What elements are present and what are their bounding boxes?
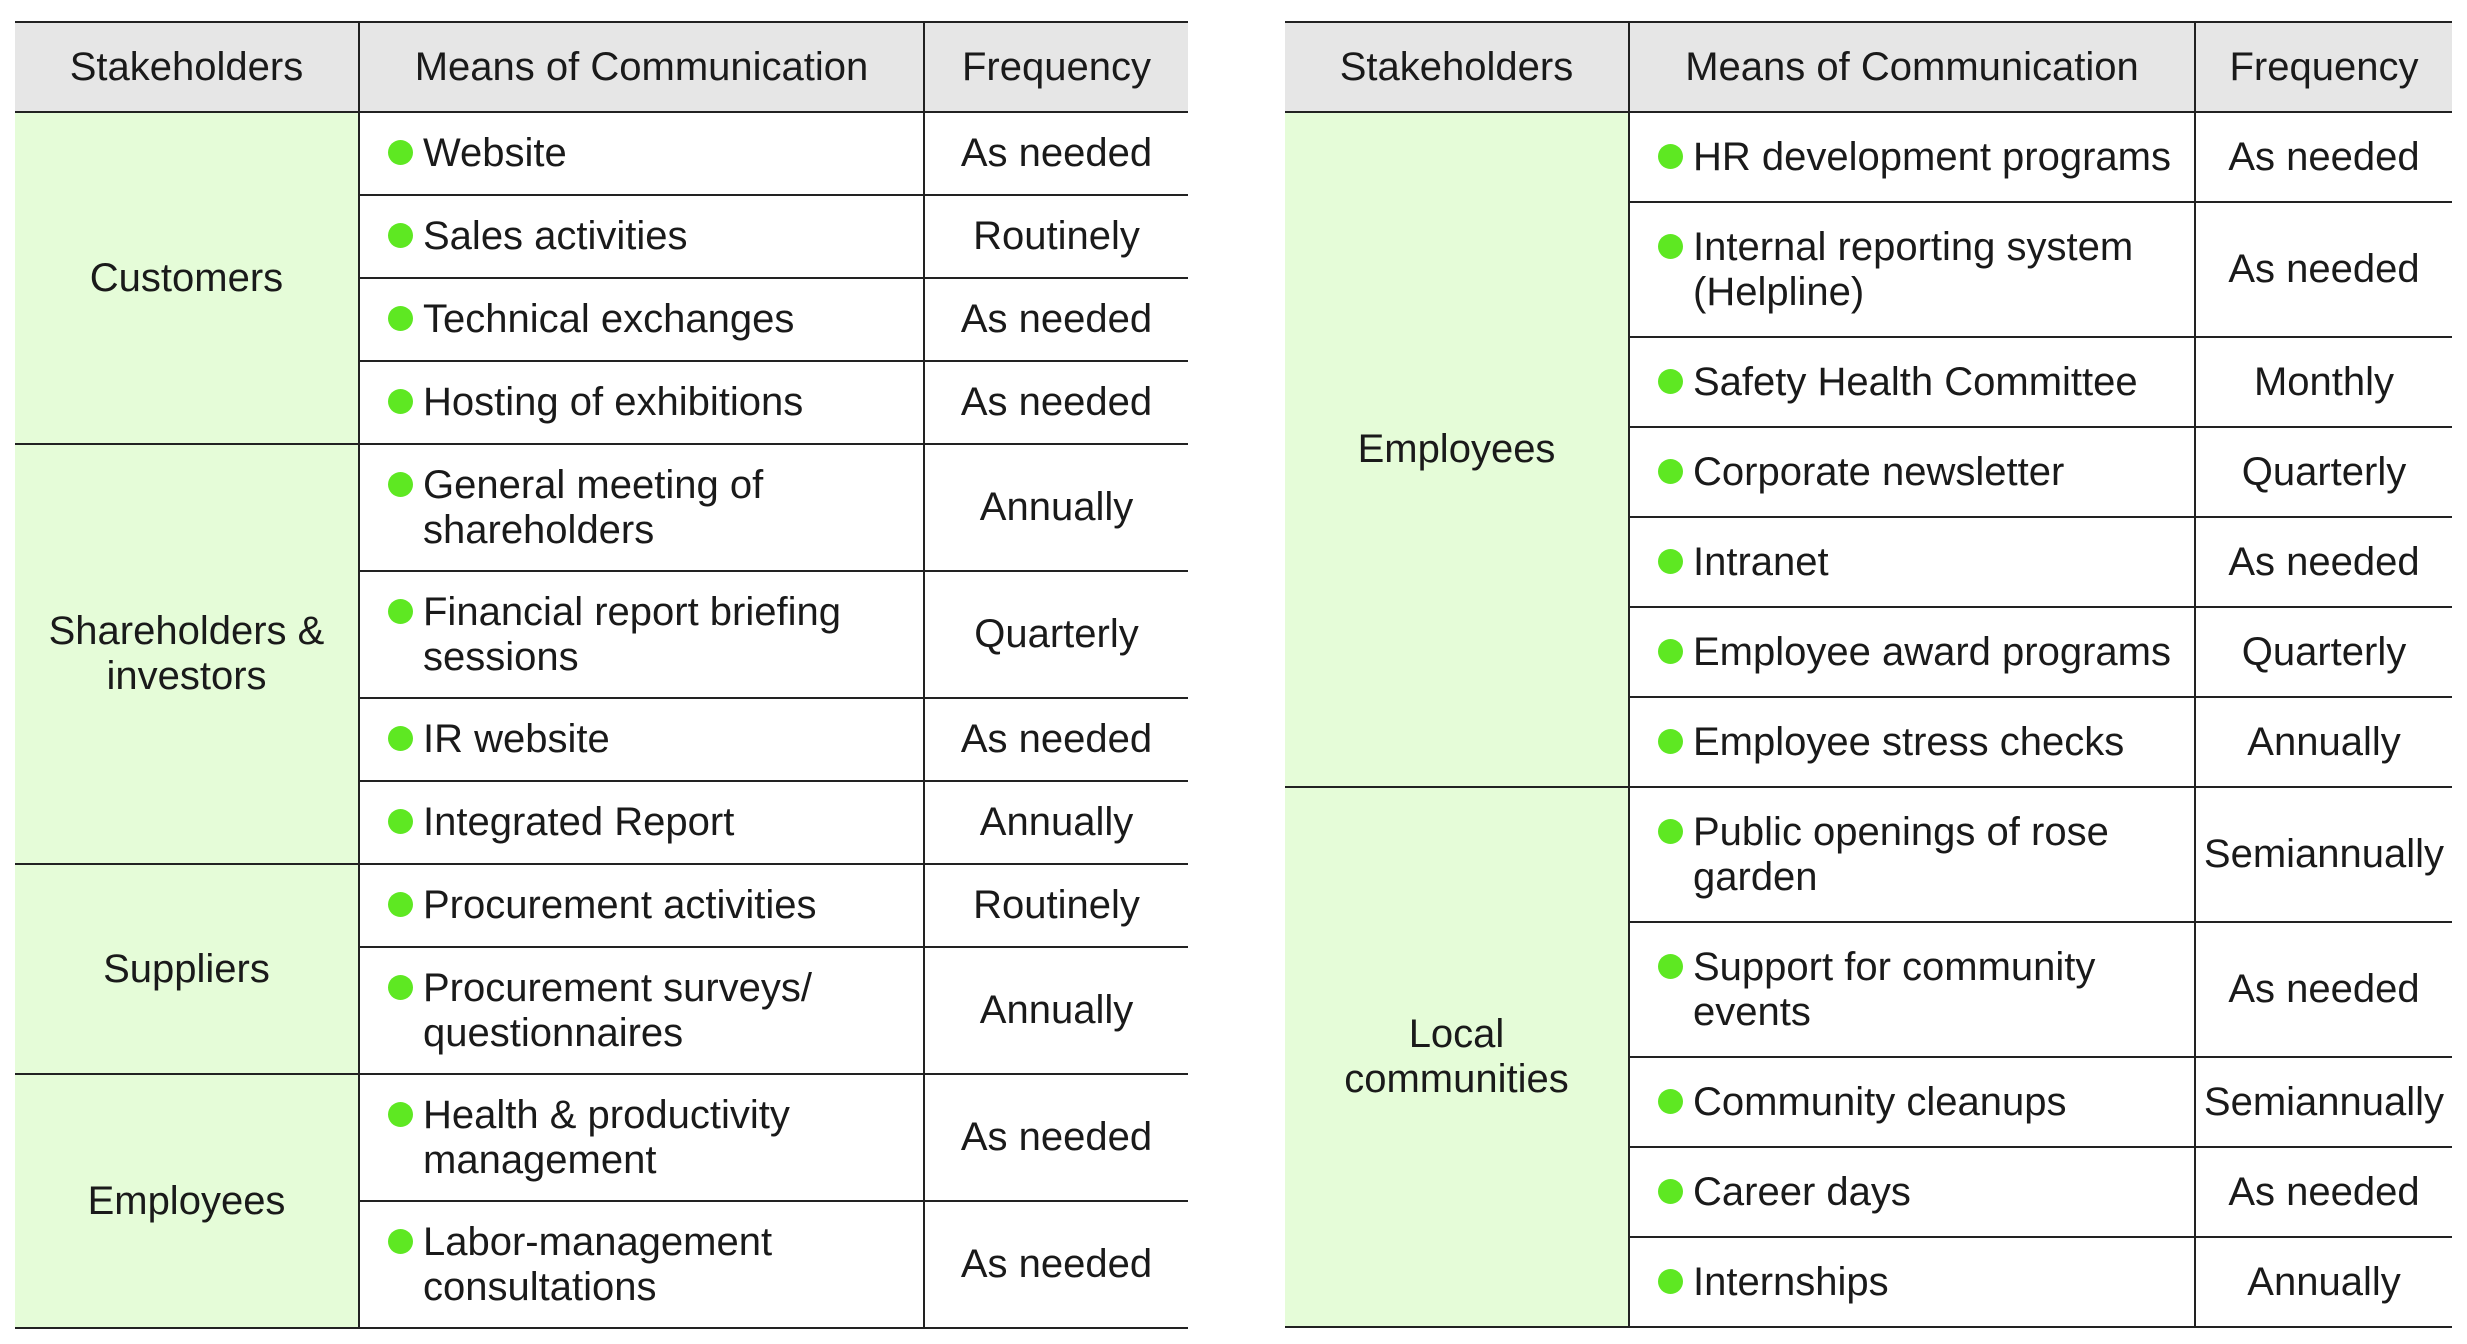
frequency-cell: Annually bbox=[2195, 697, 2452, 787]
header-row bbox=[1285, 22, 2452, 112]
frequency-cell: As needed bbox=[2195, 922, 2452, 1057]
green-dot-icon bbox=[1658, 369, 1683, 394]
communication-table-right bbox=[1285, 21, 2452, 1328]
frequency-cell: Quarterly bbox=[2195, 607, 2452, 697]
frequency-cell: Annually bbox=[2195, 1237, 2452, 1327]
frequency-cell: As needed bbox=[2195, 202, 2452, 337]
means-cell: General meeting of shareholders bbox=[359, 444, 924, 571]
green-dot-icon bbox=[388, 726, 413, 751]
header-stakeholders: Stakeholders bbox=[15, 22, 359, 112]
means-cell: Health & productivity management bbox=[359, 1074, 924, 1201]
frequency-cell: Routinely bbox=[924, 864, 1188, 947]
table-row bbox=[15, 444, 1188, 571]
green-dot-icon bbox=[388, 892, 413, 917]
stakeholder-employees: Employees bbox=[15, 1074, 359, 1328]
green-dot-icon bbox=[388, 140, 413, 165]
means-cell: Procurement surveys/ questionnaires bbox=[359, 947, 924, 1074]
green-dot-icon bbox=[388, 472, 413, 497]
frequency-cell: As needed bbox=[924, 361, 1188, 444]
frequency-cell: As needed bbox=[2195, 517, 2452, 607]
frequency-cell: As needed bbox=[924, 1201, 1188, 1328]
means-cell: Internal reporting system (Helpline) bbox=[1629, 202, 2195, 337]
frequency-cell: Annually bbox=[924, 781, 1188, 864]
frequency-cell: Annually bbox=[924, 947, 1188, 1074]
frequency-cell: As needed bbox=[924, 112, 1188, 195]
frequency-cell: Quarterly bbox=[924, 571, 1188, 698]
green-dot-icon bbox=[388, 975, 413, 1000]
stakeholder-customers: Customers bbox=[15, 112, 359, 444]
means-cell: Financial report briefing sessions bbox=[359, 571, 924, 698]
green-dot-icon bbox=[1658, 144, 1683, 169]
means-cell: Sales activities bbox=[359, 195, 924, 278]
green-dot-icon bbox=[388, 1229, 413, 1254]
green-dot-icon bbox=[1658, 549, 1683, 574]
stakeholder-shareholders: Shareholders & investors bbox=[15, 444, 359, 864]
green-dot-icon bbox=[1658, 639, 1683, 664]
means-cell: Community cleanups bbox=[1629, 1057, 2195, 1147]
means-cell: HR development programs bbox=[1629, 112, 2195, 202]
frequency-cell: Annually bbox=[924, 444, 1188, 571]
header-frequency: Frequency bbox=[924, 22, 1188, 112]
frequency-cell: As needed bbox=[924, 698, 1188, 781]
header-frequency: Frequency bbox=[2195, 22, 2452, 112]
frequency-cell: As needed bbox=[2195, 112, 2452, 202]
frequency-cell: As needed bbox=[2195, 1147, 2452, 1237]
green-dot-icon bbox=[1658, 1179, 1683, 1204]
means-cell: Hosting of exhibitions bbox=[359, 361, 924, 444]
table-row bbox=[15, 1074, 1188, 1201]
stakeholder-employees: Employees bbox=[1285, 112, 1629, 787]
green-dot-icon bbox=[388, 223, 413, 248]
means-cell: Website bbox=[359, 112, 924, 195]
green-dot-icon bbox=[1658, 819, 1683, 844]
green-dot-icon bbox=[388, 809, 413, 834]
frequency-cell: As needed bbox=[924, 1074, 1188, 1201]
means-cell: Public openings of rose garden bbox=[1629, 787, 2195, 922]
frequency-cell: Semiannually bbox=[2195, 787, 2452, 922]
table-row bbox=[15, 864, 1188, 947]
stakeholder-suppliers: Suppliers bbox=[15, 864, 359, 1074]
means-cell: Procurement activities bbox=[359, 864, 924, 947]
means-cell: Internships bbox=[1629, 1237, 2195, 1327]
header-means: Means of Communication bbox=[1629, 22, 2195, 112]
table-row bbox=[15, 112, 1188, 195]
green-dot-icon bbox=[388, 1102, 413, 1127]
green-dot-icon bbox=[1658, 954, 1683, 979]
frequency-cell: Monthly bbox=[2195, 337, 2452, 427]
means-cell: Safety Health Committee bbox=[1629, 337, 2195, 427]
means-cell: Technical exchanges bbox=[359, 278, 924, 361]
means-cell: Intranet bbox=[1629, 517, 2195, 607]
green-dot-icon bbox=[1658, 1089, 1683, 1114]
header-row bbox=[15, 22, 1188, 112]
means-cell: Corporate newsletter bbox=[1629, 427, 2195, 517]
green-dot-icon bbox=[1658, 1269, 1683, 1294]
means-cell: Support for community events bbox=[1629, 922, 2195, 1057]
frequency-cell: Semiannually bbox=[2195, 1057, 2452, 1147]
means-cell: Employee award programs bbox=[1629, 607, 2195, 697]
frequency-cell: Routinely bbox=[924, 195, 1188, 278]
frequency-cell: As needed bbox=[924, 278, 1188, 361]
green-dot-icon bbox=[1658, 459, 1683, 484]
means-cell: Career days bbox=[1629, 1147, 2195, 1237]
table-row bbox=[1285, 112, 2452, 202]
stakeholder-local-communities: Local communities bbox=[1285, 787, 1629, 1327]
means-cell: Labor-management consultations bbox=[359, 1201, 924, 1328]
header-stakeholders: Stakeholders bbox=[1285, 22, 1629, 112]
frequency-cell: Quarterly bbox=[2195, 427, 2452, 517]
green-dot-icon bbox=[1658, 729, 1683, 754]
green-dot-icon bbox=[388, 306, 413, 331]
means-cell: Employee stress checks bbox=[1629, 697, 2195, 787]
green-dot-icon bbox=[1658, 234, 1683, 259]
means-cell: Integrated Report bbox=[359, 781, 924, 864]
communication-table-left bbox=[15, 21, 1188, 1329]
green-dot-icon bbox=[388, 389, 413, 414]
header-means: Means of Communication bbox=[359, 22, 924, 112]
table-row bbox=[1285, 787, 2452, 922]
green-dot-icon bbox=[388, 599, 413, 624]
means-cell: IR website bbox=[359, 698, 924, 781]
